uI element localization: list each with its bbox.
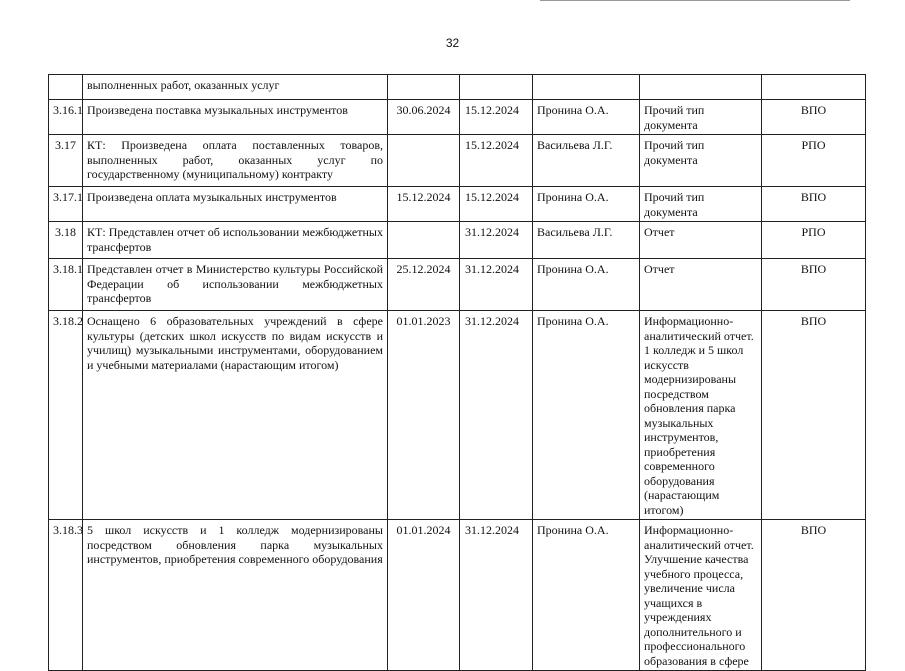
document-type: Прочий тип документа	[640, 187, 762, 222]
control-level: ВПО	[762, 187, 866, 222]
table-row	[49, 75, 866, 100]
control-level: РПО	[762, 135, 866, 187]
row-number: 3.17	[49, 135, 83, 187]
responsible-person: Пронина О.А.	[533, 100, 640, 135]
end-date: 31.12.2024	[460, 311, 533, 520]
end-date: 15.12.2024	[460, 135, 533, 187]
top-edge-line	[540, 0, 850, 1]
start-date: 30.06.2024	[388, 100, 460, 135]
responsible-person: Васильева Л.Г.	[533, 222, 640, 259]
end-date: 31.12.2024	[460, 222, 533, 259]
table-row	[49, 311, 866, 520]
responsible-person: Пронина О.А.	[533, 259, 640, 311]
responsible-person: Пронина О.А.	[533, 187, 640, 222]
table-row	[49, 187, 866, 222]
start-date: 25.12.2024	[388, 259, 460, 311]
event-name: Произведена оплата музыкальных инструментов	[83, 187, 388, 222]
control-level: ВПО	[762, 100, 866, 135]
control-level: ВПО	[762, 520, 866, 671]
event-name: Произведена поставка музыкальных инструментов	[83, 100, 388, 135]
document-type: Отчет	[640, 222, 762, 259]
control-level: ВПО	[762, 259, 866, 311]
responsible-person: Васильева Л.Г.	[533, 135, 640, 187]
control-level	[762, 75, 866, 100]
row-number: 3.18.3	[49, 520, 83, 671]
responsible-person: Пронина О.А.	[533, 520, 640, 671]
row-number: 3.16.1	[49, 100, 83, 135]
table-row	[49, 135, 866, 187]
control-level: ВПО	[762, 311, 866, 520]
plan-table	[48, 74, 866, 671]
document-type: Прочий тип документа	[640, 100, 762, 135]
table-row	[49, 259, 866, 311]
start-date	[388, 135, 460, 187]
document-type: Отчет	[640, 259, 762, 311]
event-name: КТ: Произведена оплата поставленных товаров, выполненных работ, оказанных услуг по государственному (муниципальному) контракту	[83, 135, 388, 187]
page-number: 32	[445, 36, 460, 50]
control-level: РПО	[762, 222, 866, 259]
row-number: 3.18.2	[49, 311, 83, 520]
start-date	[388, 75, 460, 100]
end-date: 15.12.2024	[460, 100, 533, 135]
responsible-person	[533, 75, 640, 100]
document-type: Информационно-аналитический отчет. 1 колледж и 5 школ искусств модернизированы посредством обновления парка музыкальных инструментов, приобретения современного оборудования (нарастающим итогом)	[640, 311, 762, 520]
row-number: 3.18.1	[49, 259, 83, 311]
end-date: 15.12.2024	[460, 187, 533, 222]
table-row	[49, 520, 866, 671]
document-type: Прочий тип документа	[640, 135, 762, 187]
end-date: 31.12.2024	[460, 520, 533, 671]
event-name: КТ: Представлен отчет об использовании межбюджетных трансфертов	[83, 222, 388, 259]
row-number: 3.17.1	[49, 187, 83, 222]
table-row	[49, 100, 866, 135]
end-date: 31.12.2024	[460, 259, 533, 311]
start-date: 01.01.2023	[388, 311, 460, 520]
event-name: Оснащено 6 образовательных учреждений в сфере культуры (детских школ искусств по видам искусств и училищ) музыкальными инструментами, оборудованием и учебными материалами (нарастающим итогом)	[83, 311, 388, 520]
row-number: 3.18	[49, 222, 83, 259]
responsible-person: Пронина О.А.	[533, 311, 640, 520]
table-row	[49, 222, 866, 259]
event-name: Представлен отчет в Министерство культуры Российской Федерации об использовании межбюджетных трансфертов	[83, 259, 388, 311]
document-type	[640, 75, 762, 100]
start-date: 15.12.2024	[388, 187, 460, 222]
event-name: выполненных работ, оказанных услуг	[83, 75, 388, 100]
event-name: 5 школ искусств и 1 колледж модернизированы посредством обновления парка музыкальных инструментов, приобретения современного оборудования	[83, 520, 388, 671]
end-date	[460, 75, 533, 100]
start-date: 01.01.2024	[388, 520, 460, 671]
start-date	[388, 222, 460, 259]
row-number	[49, 75, 83, 100]
document-type: Информационно-аналитический отчет. Улучшение качества учебного процесса, увеличение числа учащихся в учреждениях дополнительного и профессионального образования в сфере	[640, 520, 762, 671]
